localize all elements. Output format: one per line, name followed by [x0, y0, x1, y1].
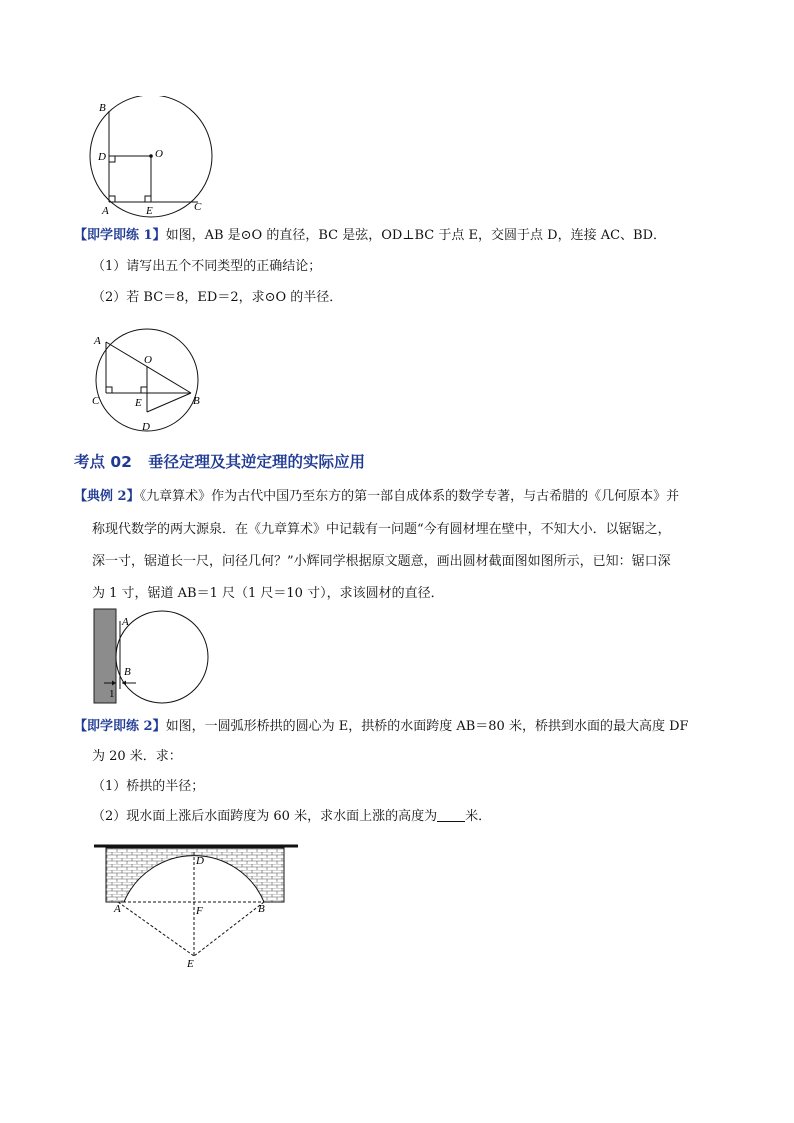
example-2-tag: 【典例 2】: [74, 489, 140, 504]
practice-2-q2: [92, 808, 491, 826]
practice-1-q2: （2）若 BC＝8，ED＝2，求⊙O 的半径．: [92, 290, 343, 305]
practice-1-text: 如图，AB 是⊙O 的直径，BC 是弦，OD⊥BC 于点 E，交圆于点 D，连接 AC、BD．: [165, 228, 667, 243]
section-title: 垂径定理及其逆定理的实际应用: [147, 453, 365, 471]
figure-circle-2: [86, 324, 208, 436]
practice-1-tag: 【即学即练 1】: [74, 228, 166, 243]
label-o: O: [144, 354, 152, 366]
label-a: A: [94, 335, 101, 347]
label-b: B: [258, 903, 265, 915]
label-e: E: [135, 397, 142, 409]
label-f: F: [196, 905, 203, 917]
right-angle-e: [145, 196, 151, 202]
log-circle: [116, 611, 208, 703]
bridge-wall: [106, 848, 284, 902]
label-c: C: [92, 395, 100, 407]
practice-2-q2-unit: 米．: [465, 809, 492, 824]
practice-2-line-1: [74, 718, 689, 736]
example-2-line-4: 为 1 寸，锯道 AB＝1 尺（1 尺＝10 寸），求该圆材的直径．: [92, 586, 444, 601]
label-c: C: [194, 201, 202, 213]
section-heading: [74, 450, 365, 472]
label-d: D: [98, 151, 106, 163]
practice-2-tag: 【即学即练 2】: [74, 719, 166, 734]
label-b: B: [124, 666, 131, 678]
label-b: B: [193, 395, 200, 407]
figure-log-in-wall: [92, 607, 214, 707]
right-angle-d: [109, 156, 115, 162]
label-d: D: [142, 421, 150, 433]
label-one: 1: [109, 688, 115, 700]
example-2-text-1: 《九章算术》作为古代中国乃至东方的第一部自成体系的数学专著，与古希腊的《几何原本》并: [139, 489, 680, 504]
example-2-line-3: 深一寸，锯道长一尺，问径几何？”小辉同学根据原文题意，画出圆材截面图如图所示，已知：锯口深: [92, 554, 671, 569]
segment-ae: [118, 902, 194, 956]
practice-1-stem: [74, 227, 666, 245]
right-angle-e: [141, 387, 147, 393]
segment-be: [194, 902, 264, 956]
segment-ab: [106, 342, 191, 393]
practice-2-q1: （1）桥拱的半径；: [92, 779, 205, 794]
label-a: A: [122, 616, 129, 628]
label-a: A: [102, 205, 109, 217]
section-number: 考点 02: [74, 453, 132, 471]
center-point: [149, 154, 153, 158]
segment-db: [147, 393, 191, 412]
label-e: E: [187, 958, 194, 970]
practice-2-q2-text: （2）现水面上涨后水面跨度为 60 米，求水面上涨的高度为: [92, 809, 438, 824]
practice-1-q1: （1）请写出五个不同类型的正确结论；: [92, 259, 322, 274]
figure-circle-1: [88, 96, 220, 218]
right-angle-c: [106, 387, 112, 393]
label-b: B: [99, 102, 106, 114]
label-e: E: [146, 205, 153, 217]
example-2-line-2: 称现代数学的两大源泉．在《九章算术》中记载有一问题“今有圆材埋在壁中，不知大小．以锯锯之，: [92, 522, 671, 537]
label-a: A: [114, 903, 121, 915]
example-2-line-1: [74, 488, 679, 506]
figure-arch-bridge: [90, 840, 304, 972]
practice-2-text-1: 如图，一圆弧形桥拱的圆心为 E，拱桥的水面跨度 AB＝80 米，桥拱到水面的最大高度 DF: [165, 719, 689, 734]
label-d: D: [196, 855, 204, 867]
label-o: O: [155, 148, 163, 160]
practice-2-line-2: 为 20 米．求：: [92, 749, 182, 764]
answer-blank: [437, 809, 465, 822]
